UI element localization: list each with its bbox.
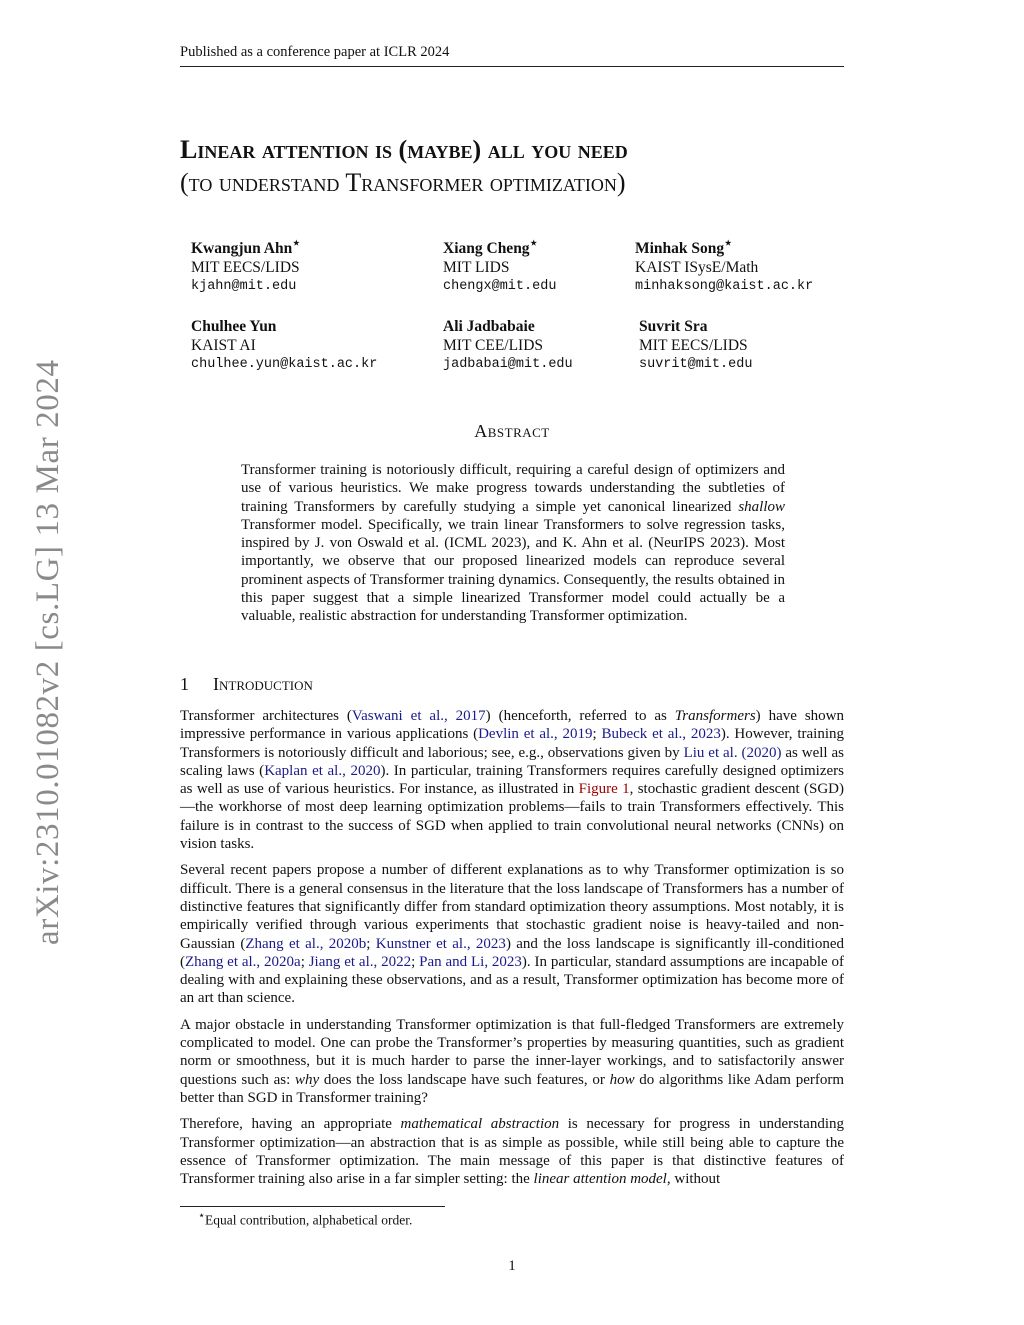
figure-reference-link[interactable]: Figure 1 [578,781,630,798]
author-block [191,317,377,374]
abstract-heading: Abstract [474,421,550,441]
author-name: Ali Jadbabaie [443,318,535,335]
citation-link[interactable]: Pan and Li, 2023 [419,953,522,970]
author-name: Chulhee Yun [191,318,277,335]
footnote-text: Equal contribution, alphabetical order. [205,1212,413,1228]
footnote-rule [180,1206,445,1207]
author-block [443,233,556,296]
footnote [198,1209,412,1229]
author-block [443,317,573,374]
citation-link[interactable]: Zhang et al., 2020b [245,935,367,952]
author-affiliation: MIT LIDS [443,259,510,277]
title-line-2: (to understand Transformer optimization) [180,168,626,197]
running-head: Published as a conference paper at ICLR 2024 [180,44,844,67]
introduction-body [180,707,844,1196]
author-email[interactable]: jadbabai@mit.edu [443,357,573,372]
arxiv-identifier: arXiv:2310.01082v2 [cs.LG] 13 Mar 2024 [30,359,66,945]
author-affiliation: MIT EECS/LIDS [639,337,748,354]
citation-link[interactable]: Liu et al. (2020) [683,744,782,761]
citation-link[interactable]: Kaplan et al., 2020 [264,762,381,779]
section-number: 1 [180,674,189,694]
footnote-mark: ⋆ [198,1210,206,1222]
paragraph: Transformer architectures (Vaswani et al., 2017) (henceforth, referred to as Transformers) have shown impressive performance in various applications (Devlin et al., 2019; Bubeck et al., 2023). However, training Transformers is notoriously difficult and laborious; see, e.g., observations given by Liu et al. (2020) as well as scaling laws (Kaplan et al., 2020). In particular, training Transformers requires carefully designed optimizers as well as use of various heuristics. For instance, as illustrated in Figure 1, stochastic gradient descent (SGD)—the workhorse of most deep learning optimization problems—fails to train Transformers effectively. This failure is in contrast to the success of SGD when applied to train convolutional neural networks (CNNs) on vision tasks. [180,708,845,853]
citation-link[interactable]: Bubeck et al., 2023 [601,726,721,743]
equal-contribution-mark: ⋆ [292,235,301,250]
paper-title [180,133,880,199]
equal-contribution-mark: ⋆ [529,235,538,250]
author-email[interactable]: minhaksong@kaist.ac.kr [635,279,814,295]
author-block [635,233,813,296]
paragraph: Therefore, having an appropriate mathematical abstraction is necessary for progress in understanding Transformer optimization—an abstraction that is as simple as possible, while still being able to capture the essence of Transformer optimization. The main message of this paper is that distinctive features of Transformer training also arise in a far simpler setting: the linear attention model, without [180,1116,844,1188]
author-email[interactable]: suvrit@mit.edu [639,357,753,372]
author-name: Xiang Cheng⋆ [443,235,538,258]
citation-link[interactable]: Jiang et al., 2022 [308,953,412,970]
author-affiliation: KAIST ISysE/Math [635,259,759,277]
page-number: 1 [508,1258,516,1274]
author-block [639,317,752,374]
author-name: Suvrit Sra [639,318,708,335]
author-affiliation: MIT EECS/LIDS [191,259,300,277]
abstract-body [241,461,785,626]
equal-contribution-mark: ⋆ [724,235,733,250]
section-title: Introduction [213,674,313,694]
author-block [191,233,300,296]
paragraph: Several recent papers propose a number of different explanations as to why Transformer optimization is so difficult. There is a general consensus in the literature that the loss landscape of Transformers has a number of distinctive features that significantly differ from standard optimization theory assumptions. Most notably, it is empirically verified through various experiments that stochastic gradient noise is heavy-tailed and non-Gaussian (Zhang et al., 2020b; Kunstner et al., 2023) and the loss landscape is significantly ill-conditioned (Zhang et al., 2020a; Jiang et al., 2022; Pan and Li, 2023). In particular, standard assumptions are incapable of dealing with and explaining these observations, and as a result, Transformer optimization has become more of an art than science. [180,862,845,1007]
author-email[interactable]: chulhee.yun@kaist.ac.kr [191,357,378,372]
citation-link[interactable]: Devlin et al., 2019 [478,726,593,743]
author-affiliation: KAIST AI [191,337,256,354]
paragraph: A major obstacle in understanding Transformer optimization is that full-fledged Transformers are extremely complicated to model. One can probe the Transformer’s properties by measuring quantities, such as gradient norm or smoothness, but it is much harder to parse the inner-layer workings, and to satisfactorily answer questions such as: why does the loss landscape have such features, or how do algorithms like Adam perform better than SGD in Transformer training? [180,1016,845,1106]
author-name: Kwangjun Ahn⋆ [191,235,301,258]
title-line-1: Linear attention is (maybe) all you need [180,135,628,164]
author-affiliation: MIT CEE/LIDS [443,337,544,354]
citation-link[interactable]: Kunstner et al., 2023 [375,935,506,952]
section-heading [180,674,313,695]
citation-link[interactable]: Zhang et al., 2020a [185,953,301,970]
citation-link[interactable]: Vaswani et al., 2017 [351,708,486,724]
author-email[interactable]: kjahn@mit.edu [191,279,297,295]
abstract-paragraph: Transformer training is notoriously difficult, requiring a careful design of optimizers and use of various heuristics. We make progress towards understanding the subtleties of training Transformers by carefully studying a simple yet canonical linearized shallow Transformer model. Specifically, we train linear Transformers to solve regression tasks, inspired by J. von Oswald et al. (ICML 2023), and K. Ahn et al. (NeurIPS 2023). Most importantly, we observe that our proposed linearized models can reproduce several prominent aspects of Transformer training dynamics. Consequently, the results obtained in this paper suggest that a simple linearized Transformer model could actually be a valuable, realistic abstraction for understanding Transformer optimization. [241,462,785,625]
author-email[interactable]: chengx@mit.edu [443,279,557,295]
author-name: Minhak Song⋆ [635,235,733,258]
